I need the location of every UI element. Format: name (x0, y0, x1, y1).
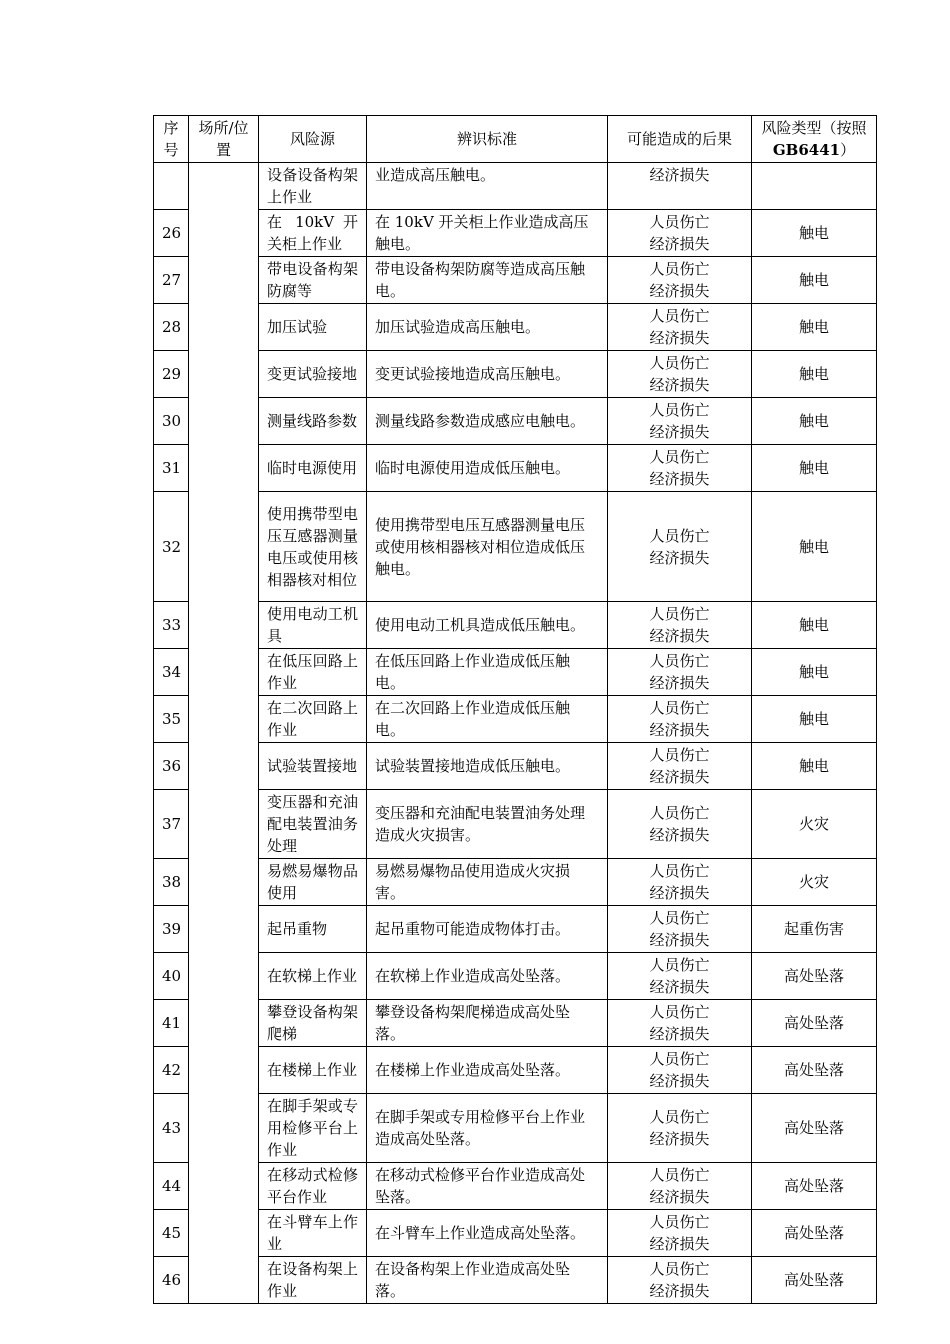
possible-consequence: 人员伤亡 经济损失 (608, 1210, 752, 1257)
possible-consequence: 经济损失 (608, 163, 752, 210)
possible-consequence: 人员伤亡 经济损失 (608, 304, 752, 351)
row-number: 42 (154, 1047, 189, 1094)
row-number: 45 (154, 1210, 189, 1257)
identification-standard: 变更试验接地造成高压触电。 (367, 351, 608, 398)
header-type (752, 116, 877, 163)
identification-standard: 在软梯上作业造成高处坠落。 (367, 953, 608, 1000)
possible-consequence: 人员伤亡 经济损失 (608, 696, 752, 743)
risk-type: 高处坠落 (752, 1094, 877, 1163)
row-number: 38 (154, 859, 189, 906)
table-row (154, 210, 877, 257)
table-row (154, 163, 877, 210)
risk-source: 变更试验接地 (259, 351, 367, 398)
risk-type: 触电 (752, 210, 877, 257)
possible-consequence: 人员伤亡 经济损失 (608, 351, 752, 398)
possible-consequence: 人员伤亡 经济损失 (608, 398, 752, 445)
risk-type: 触电 (752, 257, 877, 304)
table-row (154, 445, 877, 492)
table-row (154, 351, 877, 398)
table-body (154, 163, 877, 1304)
header-type-suffix: ） (840, 141, 856, 159)
row-number: 33 (154, 602, 189, 649)
row-number: 39 (154, 906, 189, 953)
possible-consequence: 人员伤亡 经济损失 (608, 906, 752, 953)
table-row (154, 304, 877, 351)
risk-source: 在楼梯上作业 (259, 1047, 367, 1094)
table-row (154, 649, 877, 696)
row-number: 35 (154, 696, 189, 743)
identification-standard: 临时电源使用造成低压触电。 (367, 445, 608, 492)
risk-type: 触电 (752, 602, 877, 649)
identification-standard: 易燃易爆物品使用造成火灾损害。 (367, 859, 608, 906)
risk-source: 试验装置接地 (259, 743, 367, 790)
risk-type: 触电 (752, 649, 877, 696)
risk-type: 高处坠落 (752, 1047, 877, 1094)
table-row (154, 953, 877, 1000)
identification-standard: 起吊重物可能造成物体打击。 (367, 906, 608, 953)
header-row (154, 116, 877, 163)
risk-type: 触电 (752, 492, 877, 602)
risk-type: 触电 (752, 351, 877, 398)
row-number (154, 163, 189, 210)
risk-source: 测量线路参数 (259, 398, 367, 445)
possible-consequence: 人员伤亡 经济损失 (608, 1163, 752, 1210)
row-number: 43 (154, 1094, 189, 1163)
possible-consequence: 人员伤亡 经济损失 (608, 1047, 752, 1094)
identification-standard: 在移动式检修平台作业造成高处坠落。 (367, 1163, 608, 1210)
risk-type: 触电 (752, 445, 877, 492)
identification-standard: 在楼梯上作业造成高处坠落。 (367, 1047, 608, 1094)
row-number: 28 (154, 304, 189, 351)
risk-source: 起吊重物 (259, 906, 367, 953)
identification-standard: 使用电动工机具造成低压触电。 (367, 602, 608, 649)
possible-consequence: 人员伤亡 经济损失 (608, 602, 752, 649)
possible-consequence: 人员伤亡 经济损失 (608, 743, 752, 790)
table-row (154, 1094, 877, 1163)
risk-type: 高处坠落 (752, 1000, 877, 1047)
possible-consequence: 人员伤亡 经济损失 (608, 1094, 752, 1163)
risk-type: 高处坠落 (752, 1210, 877, 1257)
risk-type (752, 163, 877, 210)
identification-standard: 在设备构架上作业造成高处坠落。 (367, 1257, 608, 1304)
table-row (154, 1257, 877, 1304)
risk-source: 在二次回路上作业 (259, 696, 367, 743)
risk-type: 触电 (752, 743, 877, 790)
possible-consequence: 人员伤亡 经济损失 (608, 492, 752, 602)
possible-consequence: 人员伤亡 经济损失 (608, 210, 752, 257)
row-number: 31 (154, 445, 189, 492)
risk-type: 高处坠落 (752, 1163, 877, 1210)
identification-standard: 在二次回路上作业造成低压触电。 (367, 696, 608, 743)
table-row (154, 790, 877, 859)
header-no: 序号 (154, 116, 189, 163)
possible-consequence: 人员伤亡 经济损失 (608, 445, 752, 492)
header-result: 可能造成的后果 (608, 116, 752, 163)
header-location: 场所/位置 (189, 116, 259, 163)
row-number: 41 (154, 1000, 189, 1047)
identification-standard: 在斗臂车上作业造成高处坠落。 (367, 1210, 608, 1257)
identification-standard: 在脚手架或专用检修平台上作业造成高处坠落。 (367, 1094, 608, 1163)
table-row (154, 906, 877, 953)
risk-source: 在低压回路上作业 (259, 649, 367, 696)
table-row (154, 492, 877, 602)
table-row (154, 859, 877, 906)
table-row (154, 1047, 877, 1094)
possible-consequence: 人员伤亡 经济损失 (608, 790, 752, 859)
table-row (154, 398, 877, 445)
risk-type: 触电 (752, 304, 877, 351)
possible-consequence: 人员伤亡 经济损失 (608, 859, 752, 906)
risk-source: 设备设备构架上作业 (259, 163, 367, 210)
risk-source: 临时电源使用 (259, 445, 367, 492)
row-number: 29 (154, 351, 189, 398)
risk-source: 在 10kV 开关柜上作业 (259, 210, 367, 257)
row-number: 36 (154, 743, 189, 790)
risk-type: 触电 (752, 398, 877, 445)
identification-standard: 攀登设备构架爬梯造成高处坠落。 (367, 1000, 608, 1047)
risk-source: 变压器和充油配电装置油务处理 (259, 790, 367, 859)
table-row (154, 1000, 877, 1047)
risk-source: 带电设备构架防腐等 (259, 257, 367, 304)
risk-source: 在设备构架上作业 (259, 1257, 367, 1304)
possible-consequence: 人员伤亡 经济损失 (608, 953, 752, 1000)
table-row (154, 696, 877, 743)
identification-standard: 测量线路参数造成感应电触电。 (367, 398, 608, 445)
location-cell (189, 163, 259, 1304)
risk-source: 攀登设备构架爬梯 (259, 1000, 367, 1047)
row-number: 32 (154, 492, 189, 602)
risk-source: 使用电动工机具 (259, 602, 367, 649)
row-number: 26 (154, 210, 189, 257)
identification-standard: 使用携带型电压互感器测量电压或使用核相器核对相位造成低压触电。 (367, 492, 608, 602)
risk-type: 火灾 (752, 790, 877, 859)
table-row (154, 1163, 877, 1210)
row-number: 46 (154, 1257, 189, 1304)
row-number: 37 (154, 790, 189, 859)
risk-source: 在移动式检修平台作业 (259, 1163, 367, 1210)
risk-type: 火灾 (752, 859, 877, 906)
risk-source: 在斗臂车上作业 (259, 1210, 367, 1257)
risk-table (153, 115, 877, 1304)
risk-type: 高处坠落 (752, 953, 877, 1000)
row-number: 40 (154, 953, 189, 1000)
identification-standard: 带电设备构架防腐等造成高压触电。 (367, 257, 608, 304)
risk-source: 在脚手架或专用检修平台上作业 (259, 1094, 367, 1163)
header-standard: 辨识标准 (367, 116, 608, 163)
possible-consequence: 人员伤亡 经济损失 (608, 1000, 752, 1047)
risk-source: 易燃易爆物品使用 (259, 859, 367, 906)
risk-type: 触电 (752, 696, 877, 743)
possible-consequence: 人员伤亡 经济损失 (608, 257, 752, 304)
header-source: 风险源 (259, 116, 367, 163)
table-row (154, 743, 877, 790)
table-row (154, 602, 877, 649)
identification-standard: 变压器和充油配电装置油务处理造成火灾损害。 (367, 790, 608, 859)
row-number: 27 (154, 257, 189, 304)
possible-consequence: 人员伤亡 经济损失 (608, 649, 752, 696)
risk-type: 起重伤害 (752, 906, 877, 953)
identification-standard: 试验装置接地造成低压触电。 (367, 743, 608, 790)
table-row (154, 257, 877, 304)
risk-source: 在软梯上作业 (259, 953, 367, 1000)
header-type-prefix: 风险类型（按照 (761, 119, 867, 137)
possible-consequence: 人员伤亡 经济损失 (608, 1257, 752, 1304)
row-number: 44 (154, 1163, 189, 1210)
identification-standard: 业造成高压触电。 (367, 163, 608, 210)
table-row (154, 1210, 877, 1257)
row-number: 30 (154, 398, 189, 445)
risk-source: 使用携带型电压互感器测量电压或使用核相器核对相位 (259, 492, 367, 602)
header-type-code: GB6441 (772, 141, 841, 159)
identification-standard: 在低压回路上作业造成低压触电。 (367, 649, 608, 696)
risk-type: 高处坠落 (752, 1257, 877, 1304)
identification-standard: 加压试验造成高压触电。 (367, 304, 608, 351)
risk-source: 加压试验 (259, 304, 367, 351)
row-number: 34 (154, 649, 189, 696)
identification-standard: 在 10kV 开关柜上作业造成高压触电。 (367, 210, 608, 257)
